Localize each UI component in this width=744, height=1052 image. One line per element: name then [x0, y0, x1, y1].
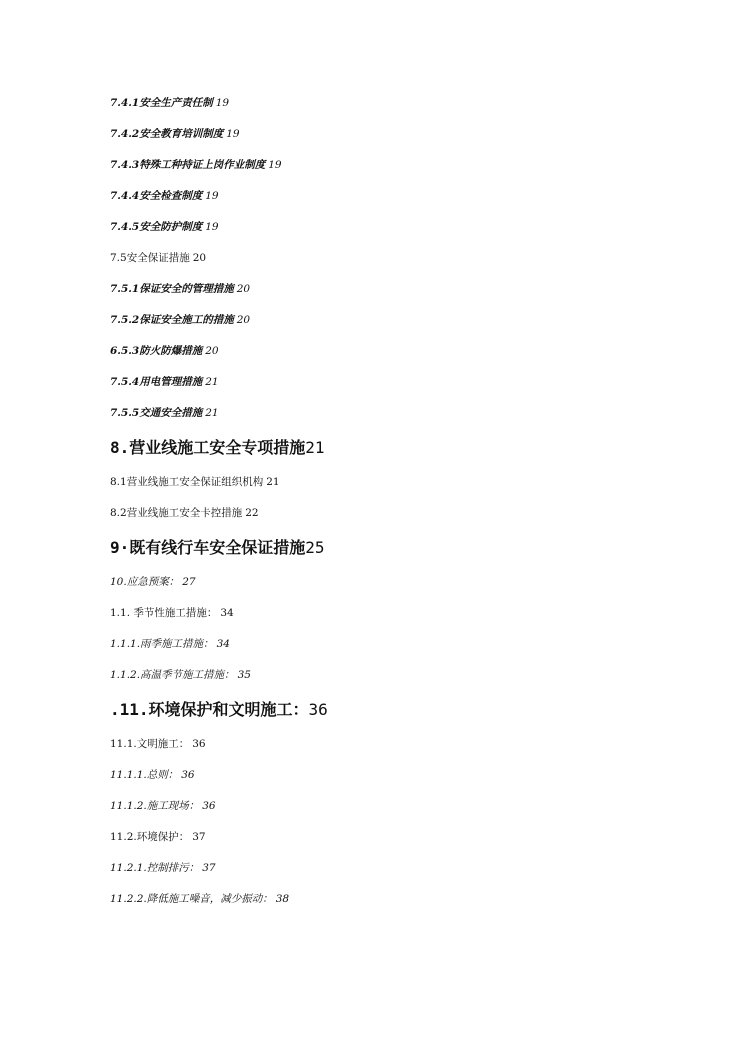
- toc-entry-page: 20: [236, 314, 251, 326]
- toc-entry-page: 38: [275, 893, 290, 905]
- toc-entry-page: 27: [182, 576, 196, 588]
- toc-entry[interactable]: [110, 154, 710, 185]
- toc-entry[interactable]: [110, 471, 710, 502]
- toc-entry-title: 8.1营业线施工安全保证组织机构: [110, 476, 264, 488]
- toc-entry-page: 34: [220, 607, 234, 619]
- toc-heading[interactable]: [110, 433, 710, 471]
- toc-heading[interactable]: [110, 533, 710, 571]
- toc-entry[interactable]: [110, 764, 710, 795]
- toc-entry-title: 7.4.1安全生产责任制: [110, 97, 213, 109]
- toc-entry[interactable]: [110, 340, 710, 371]
- toc-entry-title: 7.5.5交通安全措施: [110, 407, 203, 419]
- toc-entry[interactable]: [110, 602, 710, 633]
- toc-entry[interactable]: [110, 633, 710, 664]
- toc-entry[interactable]: [110, 247, 710, 278]
- toc-entry[interactable]: [110, 795, 710, 826]
- toc-heading[interactable]: [110, 695, 710, 733]
- toc-entry[interactable]: [110, 733, 710, 764]
- toc-entry-title: 8.2营业线施工安全卡控措施: [110, 507, 243, 519]
- toc-entry-page: 21: [205, 407, 219, 419]
- toc-entry-page: 19: [205, 190, 219, 202]
- toc-entry[interactable]: [110, 826, 710, 857]
- toc-entry-page: 22: [245, 507, 259, 519]
- toc-entry[interactable]: [110, 888, 710, 919]
- toc-entry-page: 19: [215, 97, 230, 109]
- toc-entry-page: 35: [237, 669, 251, 681]
- toc-entry[interactable]: [110, 216, 710, 247]
- toc-entry-page: 37: [192, 831, 206, 843]
- toc-heading-page: 25: [305, 538, 325, 557]
- toc-entry[interactable]: [110, 502, 710, 533]
- toc-entry-title: 11.2.1.控制排污：: [110, 862, 200, 874]
- toc-entry-page: 36: [181, 769, 195, 781]
- toc-entry[interactable]: [110, 571, 710, 602]
- toc-entry-page: 21: [266, 476, 280, 488]
- toc-entry-title: 6.5.3防火防爆措施: [110, 345, 203, 357]
- toc-entry-title: 7.4.3特殊工种持证上岗作业制度: [110, 159, 266, 171]
- toc-entry-page: 20: [192, 252, 207, 264]
- toc-entry-page: 20: [236, 283, 251, 295]
- toc-entry-page: 21: [205, 376, 219, 388]
- toc-entry-title: 7.5安全保证措施: [110, 252, 190, 264]
- toc-entry[interactable]: [110, 664, 710, 695]
- toc-entry-page: 19: [268, 159, 282, 171]
- toc-entry-page: 19: [205, 221, 219, 233]
- toc-entry-title: 7.5.4用电管理措施: [110, 376, 203, 388]
- toc-entry-title: 7.4.2安全教育培训制度: [110, 128, 224, 140]
- toc-heading-title: .11.环境保护和文明施工：: [110, 700, 309, 719]
- toc-entry-title: 7.5.1保证安全的管理措施: [110, 283, 234, 295]
- toc-entry-title: 1.1. 季节性施工措施：: [110, 607, 218, 619]
- toc-entry-page: 37: [202, 862, 216, 874]
- toc-entry-title: 11.2.环境保护：: [110, 831, 190, 843]
- toc-entry[interactable]: [110, 278, 710, 309]
- toc-entry-page: 34: [216, 638, 230, 650]
- toc-entry-page: 36: [192, 738, 206, 750]
- toc-entry-title: 11.1.文明施工：: [110, 738, 190, 750]
- toc-heading-title: 8.营业线施工安全专项措施: [110, 438, 306, 457]
- toc-entry-title: 11.1.1.总则：: [110, 769, 179, 781]
- toc-entry[interactable]: [110, 857, 710, 888]
- toc-entry-title: 7.4.4安全检查制度: [110, 190, 203, 202]
- toc-heading-page: 36: [308, 700, 328, 719]
- toc-entry-title: 1.1.2.高温季节施工措施：: [110, 669, 235, 681]
- toc-entry[interactable]: [110, 309, 710, 340]
- toc-entry-page: 19: [226, 128, 240, 140]
- table-of-contents: [110, 92, 710, 919]
- toc-entry-title: 10.应急预案：: [110, 576, 180, 588]
- toc-entry-title: 1.1.1.雨季施工措施：: [110, 638, 214, 650]
- toc-entry-title: 11.2.2.降低施工噪音，减少振动：: [110, 893, 273, 905]
- toc-entry-page: 20: [205, 345, 219, 357]
- toc-entry-title: 11.1.2.施工现场：: [110, 800, 200, 812]
- toc-entry-page: 36: [202, 800, 216, 812]
- toc-entry[interactable]: [110, 371, 710, 402]
- toc-heading-page: 21: [305, 438, 325, 457]
- toc-entry[interactable]: [110, 402, 710, 433]
- toc-entry[interactable]: [110, 123, 710, 154]
- toc-entry-title: 7.5.2保证安全施工的措施: [110, 314, 234, 326]
- toc-entry-title: 7.4.5安全防护制度: [110, 221, 203, 233]
- toc-entry[interactable]: [110, 185, 710, 216]
- toc-entry[interactable]: [110, 92, 710, 123]
- toc-heading-title: 9·既有线行车安全保证措施: [110, 538, 306, 557]
